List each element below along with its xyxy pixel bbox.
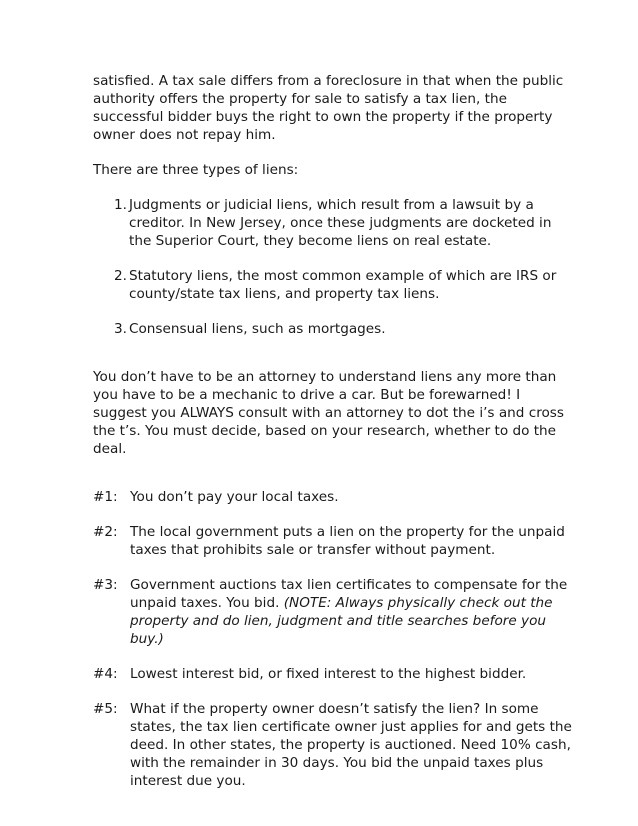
step-tag: #4: — [93, 666, 118, 682]
text-line: county/state tax liens, and property tax liens. — [129, 286, 440, 302]
text-line: authority offers the property for sale to satisfy a tax lien, the — [93, 91, 507, 107]
list-number: 2. — [114, 268, 127, 284]
intro-paragraph — [93, 72, 564, 144]
step-2 — [93, 523, 565, 559]
text-line: Judgments or judicial liens, which result from a lawsuit by a — [129, 197, 534, 213]
text-line: you have to be a mechanic to drive a car. But be forewarned! I — [93, 387, 521, 403]
text-line: What if the property owner doesn’t satisfy the lien? In some — [130, 701, 539, 717]
step-4 — [93, 665, 553, 683]
text-line: You don’t have to be an attorney to understand liens any more than — [93, 369, 557, 385]
text-line: Consensual liens, such as mortgages. — [129, 321, 386, 337]
text-line: You don’t pay your local taxes. — [130, 489, 339, 505]
step-tag: #2: — [93, 524, 118, 540]
text-line: The local government puts a lien on the property for the unpaid — [130, 524, 565, 540]
step-tag: #5: — [93, 701, 118, 717]
text-line: Statutory liens, the most common example of which are IRS or — [129, 268, 557, 284]
text-line: deed. In other states, the property is auctioned. Need 10% cash, — [130, 737, 571, 753]
list-number: 3. — [114, 321, 127, 337]
text-line: satisfied. A tax sale differs from a foreclosure in that when the public — [93, 73, 564, 89]
note-text: (NOTE: Always physically check out the — [283, 595, 553, 611]
step-3 — [93, 576, 568, 648]
text-line: Government auctions tax lien certificates to compensate for the — [130, 577, 568, 593]
text-line: Lowest interest bid, or fixed interest to the highest bidder. — [130, 666, 527, 682]
liens-heading: There are three types of liens: — [93, 162, 299, 178]
attorney-paragraph — [93, 368, 564, 458]
document-body — [93, 72, 572, 790]
list-item-lien-1 — [93, 196, 553, 250]
text-line: taxes that prohibits sale or transfer without payment. — [130, 542, 496, 558]
text-line: suggest you ALWAYS consult with an attorney to dot the i’s and cross — [93, 405, 564, 421]
step-1 — [93, 488, 553, 506]
text-line — [130, 594, 553, 612]
step-tag: #3: — [93, 577, 118, 593]
text-line: with the remainder in 30 days. You bid the unpaid taxes plus — [130, 755, 544, 771]
list-item-lien-2 — [93, 267, 557, 303]
step-tag: #1: — [93, 489, 118, 505]
text-line: owner does not repay him. — [93, 127, 276, 143]
note-line: property and do lien, judgment and title searches before you — [130, 613, 547, 629]
text-line: successful bidder buys the right to own the property if the property — [93, 109, 553, 125]
text-line: the t’s. You must decide, based on your research, whether to do the — [93, 423, 557, 439]
text-segment: unpaid taxes. You bid. — [130, 595, 284, 611]
text-line: the Superior Court, they become liens on real estate. — [129, 233, 492, 249]
step-5 — [93, 700, 572, 790]
list-number: 1. — [114, 197, 127, 213]
list-item-lien-3 — [93, 320, 553, 338]
text-line: states, the tax lien certificate owner just applies for and gets the — [130, 719, 572, 735]
text-line: interest due you. — [130, 773, 246, 789]
text-line: deal. — [93, 441, 127, 457]
text-line: creditor. In New Jersey, once these judgments are docketed in — [129, 215, 552, 231]
note-line: buy.) — [130, 631, 164, 647]
